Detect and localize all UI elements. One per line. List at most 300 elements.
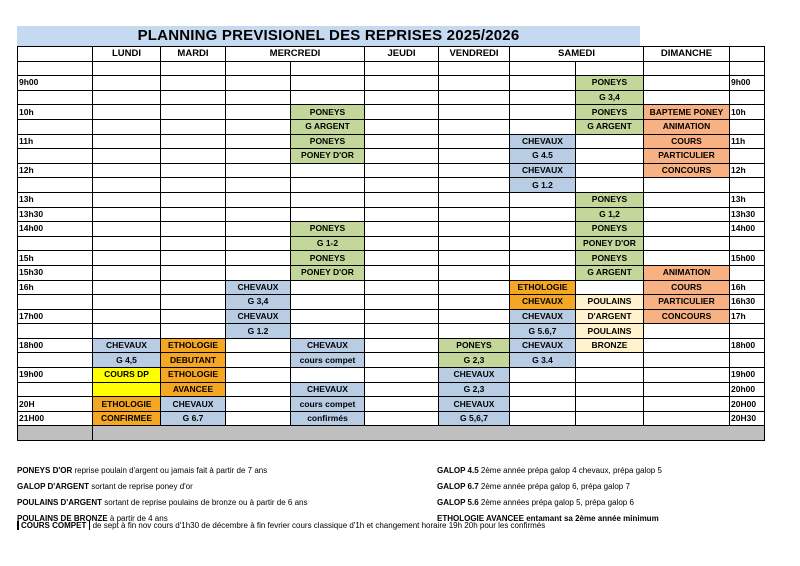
legend-term: GALOP 5.6 (437, 498, 479, 507)
schedule-cell: G 6.7 (161, 411, 226, 426)
schedule-cell: CHEVAUX (510, 338, 576, 353)
schedule-cell: AVANCEE (161, 382, 226, 397)
schedule-cell (226, 105, 291, 120)
schedule-cell (510, 265, 576, 280)
time-label (18, 149, 93, 164)
schedule-cell (93, 295, 161, 310)
schedule-cell (576, 178, 644, 193)
schedule-cell (161, 134, 226, 149)
table-row (18, 338, 765, 353)
schedule-cell (226, 368, 291, 383)
schedule-cell: POULAINS (576, 295, 644, 310)
schedule-cell: PONEYS (291, 251, 365, 266)
schedule-cell: ANIMATION (644, 265, 730, 280)
schedule-cell (644, 382, 730, 397)
schedule-cell: POULAINS (576, 324, 644, 339)
schedule-cell (439, 61, 510, 76)
schedule-cell (576, 353, 644, 368)
legend-term: GALOP D'ARGENT (17, 482, 89, 491)
schedule-cell (93, 178, 161, 193)
time-label-right: 18h00 (730, 338, 765, 353)
schedule-cell (439, 76, 510, 91)
footer-row (18, 426, 765, 441)
schedule-cell (226, 76, 291, 91)
schedule-cell: G 3.4 (510, 353, 576, 368)
schedule-cell (93, 61, 161, 76)
schedule-cell (644, 192, 730, 207)
schedule-cell (161, 178, 226, 193)
schedule-cell: CHEVAUX (510, 295, 576, 310)
schedule-cell (510, 192, 576, 207)
schedule-cell: CHEVAUX (161, 397, 226, 412)
cours-compet-note (17, 519, 545, 533)
schedule-cell (291, 207, 365, 222)
schedule-cell (161, 207, 226, 222)
schedule-cell (161, 265, 226, 280)
schedule-cell (226, 119, 291, 134)
time-label: 20H (18, 397, 93, 412)
time-label-right: 10h (730, 105, 765, 120)
table-row (18, 368, 765, 383)
schedule-cell (510, 397, 576, 412)
schedule-cell: G 2,3 (439, 382, 510, 397)
day-header: MARDI (161, 47, 226, 62)
schedule-cell: COURS (644, 280, 730, 295)
schedule-table (17, 46, 765, 441)
legend-desc: reprise poulain d'argent ou jamais fait à partir de 7 ans (72, 466, 268, 475)
day-header: LUNDI (93, 47, 161, 62)
day-header: SAMEDI (510, 47, 644, 62)
schedule-cell (161, 76, 226, 91)
schedule-cell: D'ARGENT (576, 309, 644, 324)
schedule-cell (365, 105, 439, 120)
schedule-cell (439, 105, 510, 120)
table-row (18, 382, 765, 397)
schedule-cell (644, 222, 730, 237)
schedule-cell: COURS DP (93, 368, 161, 383)
schedule-cell (365, 134, 439, 149)
time-label: 19h00 (18, 368, 93, 383)
schedule-cell: BRONZE (576, 338, 644, 353)
header-blank (730, 47, 765, 62)
legend-term: ETHOLOGIE AVANCEE entamant sa 2ème année minimum (437, 514, 659, 523)
legend-item (437, 463, 662, 479)
schedule-cell (93, 149, 161, 164)
schedule-cell (439, 178, 510, 193)
time-label-right: 19h00 (730, 368, 765, 383)
time-label: 17h00 (18, 309, 93, 324)
schedule-cell: G 3,4 (576, 90, 644, 105)
time-label-right (730, 236, 765, 251)
schedule-cell (576, 163, 644, 178)
cours-compet-desc: de sept à fin nov cours d'1h30 de décembre à fin fevrier cours classique d'1h et changement horaire 19h 20h pour les confirmés (92, 521, 546, 530)
schedule-cell: cours compet (291, 397, 365, 412)
legend-term: GALOP 4.5 (437, 466, 479, 475)
schedule-cell (161, 324, 226, 339)
legend-term: PONEYS D'OR (17, 466, 73, 475)
table-row (18, 134, 765, 149)
schedule-cell (226, 265, 291, 280)
schedule-cell (93, 119, 161, 134)
schedule-cell: ETHOLOGIE (161, 368, 226, 383)
legend-desc: sortant de reprise poney d'or (88, 482, 193, 491)
schedule-cell (226, 163, 291, 178)
schedule-cell (365, 119, 439, 134)
schedule-cell: CONCOURS (644, 163, 730, 178)
schedule-cell (365, 251, 439, 266)
table-row (18, 397, 765, 412)
schedule-cell: CHEVAUX (226, 309, 291, 324)
legend-desc: sortant de reprise poulains de bronze ou à partir de 6 ans (102, 498, 308, 507)
time-label-right (730, 324, 765, 339)
schedule-cell (576, 368, 644, 383)
time-label-right (730, 149, 765, 164)
day-header: VENDREDI (439, 47, 510, 62)
schedule-cell (291, 61, 365, 76)
table-row (18, 207, 765, 222)
schedule-cell (226, 236, 291, 251)
schedule-cell (226, 338, 291, 353)
time-label-right: 17h (730, 309, 765, 324)
time-label: 14h00 (18, 222, 93, 237)
time-label-right (730, 353, 765, 368)
time-label-right: 14h00 (730, 222, 765, 237)
schedule-cell (226, 61, 291, 76)
schedule-cell (644, 338, 730, 353)
schedule-cell: COURS (644, 134, 730, 149)
schedule-cell (226, 149, 291, 164)
legend-item (17, 479, 307, 495)
legend-desc: à partir de 4 ans (107, 514, 168, 523)
schedule-cell (161, 280, 226, 295)
schedule-cell (576, 61, 644, 76)
schedule-cell (226, 90, 291, 105)
schedule-cell: confirmés (291, 411, 365, 426)
schedule-cell (161, 236, 226, 251)
schedule-cell (93, 105, 161, 120)
schedule-cell (576, 280, 644, 295)
schedule-cell: PARTICULIER (644, 149, 730, 164)
schedule-cell (439, 207, 510, 222)
time-label: 13h (18, 192, 93, 207)
schedule-cell (291, 280, 365, 295)
schedule-cell (365, 76, 439, 91)
table-row (18, 265, 765, 280)
schedule-cell: G 2,3 (439, 353, 510, 368)
schedule-cell (576, 382, 644, 397)
schedule-cell (161, 309, 226, 324)
schedule-cell (365, 280, 439, 295)
table-row (18, 324, 765, 339)
legend-item (437, 495, 662, 511)
schedule-cell (439, 324, 510, 339)
schedule-cell: G 3,4 (226, 295, 291, 310)
time-label-right (730, 119, 765, 134)
schedule-cell (510, 105, 576, 120)
schedule-cell (93, 280, 161, 295)
schedule-cell: CHEVAUX (439, 368, 510, 383)
table-row (18, 280, 765, 295)
time-label (18, 236, 93, 251)
schedule-cell (161, 149, 226, 164)
schedule-cell (161, 119, 226, 134)
schedule-cell (365, 368, 439, 383)
time-label (18, 61, 93, 76)
schedule-cell: PONEYS (576, 76, 644, 91)
schedule-cell: ETHOLOGIE (510, 280, 576, 295)
schedule-cell: PARTICULIER (644, 295, 730, 310)
schedule-cell (365, 207, 439, 222)
time-label-right (730, 265, 765, 280)
time-label: 15h (18, 251, 93, 266)
time-label: 11h (18, 134, 93, 149)
time-label (18, 119, 93, 134)
schedule-cell: PONEYS (291, 105, 365, 120)
legend-item (437, 479, 662, 495)
time-label-right (730, 61, 765, 76)
legend-desc: 2ème années prépa galop 5, prépa galop 6 (478, 498, 634, 507)
schedule-cell: CONCOURS (644, 309, 730, 324)
schedule-cell: DEBUTANT (161, 353, 226, 368)
schedule-cell (510, 382, 576, 397)
schedule-cell (226, 353, 291, 368)
schedule-cell: PONEY D'OR (576, 236, 644, 251)
table-row (18, 61, 765, 76)
schedule-cell: PONEYS (576, 251, 644, 266)
time-label: 18h00 (18, 338, 93, 353)
day-header: JEUDI (365, 47, 439, 62)
schedule-cell (226, 251, 291, 266)
schedule-cell (439, 163, 510, 178)
schedule-cell (644, 90, 730, 105)
schedule-cell: PONEYS (576, 222, 644, 237)
schedule-cell (365, 324, 439, 339)
legend-left-column (17, 463, 307, 527)
legend-item (17, 495, 307, 511)
legend-item (17, 463, 307, 479)
table-row (18, 295, 765, 310)
schedule-cell (93, 382, 161, 397)
schedule-cell (161, 295, 226, 310)
schedule-cell (161, 90, 226, 105)
schedule-cell (365, 61, 439, 76)
schedule-cell (644, 178, 730, 193)
header-row (18, 47, 765, 62)
schedule-cell (644, 411, 730, 426)
time-label: 15h30 (18, 265, 93, 280)
schedule-cell (365, 236, 439, 251)
time-label-right: 13h (730, 192, 765, 207)
page-title: PLANNING PREVISIONEL DES REPRISES 2025/2026 (17, 26, 640, 46)
time-label (18, 324, 93, 339)
table-row (18, 149, 765, 164)
schedule-cell: PONEYS (291, 134, 365, 149)
schedule-cell: CONFIRMEE (93, 411, 161, 426)
schedule-cell (93, 90, 161, 105)
legend-term: GALOP 6.7 (437, 482, 479, 491)
table-row (18, 90, 765, 105)
schedule-cell: G 5,6,7 (439, 411, 510, 426)
schedule-cell (576, 411, 644, 426)
schedule-cell: PONEY D'OR (291, 265, 365, 280)
schedule-cell (510, 411, 576, 426)
table-row (18, 163, 765, 178)
time-label: 9h00 (18, 76, 93, 91)
schedule-cell (644, 397, 730, 412)
schedule-cell (161, 251, 226, 266)
legend-term: POULAINS D'ARGENT (17, 498, 103, 507)
schedule-cell (93, 309, 161, 324)
schedule-cell (93, 236, 161, 251)
schedule-cell: G 4.5 (510, 149, 576, 164)
time-label-right (730, 178, 765, 193)
schedule-cell (365, 309, 439, 324)
schedule-cell (644, 61, 730, 76)
schedule-cell: G 1-2 (291, 236, 365, 251)
time-label-right (730, 90, 765, 105)
schedule-cell (439, 251, 510, 266)
schedule-cell: BAPTEME PONEY (644, 105, 730, 120)
day-header: MERCREDI (226, 47, 365, 62)
schedule-cell (291, 324, 365, 339)
schedule-cell: ANIMATION (644, 119, 730, 134)
schedule-cell (93, 251, 161, 266)
schedule-cell (510, 119, 576, 134)
schedule-cell: PONEYS (576, 192, 644, 207)
schedule-cell: G 1,2 (576, 207, 644, 222)
legend-desc: 2ème année prépa galop 4 chevaux, prépa galop 5 (478, 466, 662, 475)
time-label: 13h30 (18, 207, 93, 222)
schedule-cell (365, 178, 439, 193)
schedule-cell (510, 90, 576, 105)
time-label: 12h (18, 163, 93, 178)
schedule-cell (510, 222, 576, 237)
schedule-cell (93, 324, 161, 339)
schedule-cell (291, 76, 365, 91)
time-label-right: 15h00 (730, 251, 765, 266)
schedule-cell (291, 309, 365, 324)
schedule-cell (439, 119, 510, 134)
schedule-cell: CHEVAUX (510, 134, 576, 149)
table-row (18, 119, 765, 134)
time-label-right: 20H00 (730, 397, 765, 412)
schedule-cell (161, 61, 226, 76)
time-label-right: 12h (730, 163, 765, 178)
schedule-cell: CHEVAUX (291, 338, 365, 353)
schedule-cell (510, 207, 576, 222)
schedule-cell: CHEVAUX (510, 163, 576, 178)
table-row (18, 236, 765, 251)
schedule-cell (439, 192, 510, 207)
schedule-cell (365, 353, 439, 368)
time-label: 10h (18, 105, 93, 120)
schedule-cell (644, 236, 730, 251)
schedule-cell (93, 265, 161, 280)
schedule-cell (365, 295, 439, 310)
schedule-cell (93, 192, 161, 207)
time-label (18, 178, 93, 193)
table-row (18, 353, 765, 368)
schedule-cell (510, 251, 576, 266)
schedule-cell (365, 411, 439, 426)
table-row (18, 222, 765, 237)
cours-compet-term: COURS COMPET (17, 521, 90, 530)
schedule-cell (161, 192, 226, 207)
schedule-cell (365, 192, 439, 207)
legend-term: POULAINS DE BRONZE (17, 514, 108, 523)
schedule-cell (93, 207, 161, 222)
schedule-cell: PONEYS (439, 338, 510, 353)
schedule-cell (291, 368, 365, 383)
time-label: 16h (18, 280, 93, 295)
schedule-cell (226, 382, 291, 397)
time-label-right: 16h30 (730, 295, 765, 310)
schedule-cell (291, 192, 365, 207)
schedule-cell: G 4,5 (93, 353, 161, 368)
schedule-cell (226, 207, 291, 222)
schedule-cell (644, 353, 730, 368)
schedule-cell (365, 397, 439, 412)
schedule-cell (93, 134, 161, 149)
time-label-right: 13h30 (730, 207, 765, 222)
schedule-cell (93, 76, 161, 91)
schedule-cell (93, 163, 161, 178)
table-row (18, 192, 765, 207)
schedule-cell (439, 90, 510, 105)
schedule-cell: CHEVAUX (93, 338, 161, 353)
schedule-cell: G 1.2 (510, 178, 576, 193)
schedule-cell: G 1.2 (226, 324, 291, 339)
schedule-cell (644, 76, 730, 91)
table-row (18, 411, 765, 426)
schedule-cell: PONEY D'OR (291, 149, 365, 164)
table-row (18, 251, 765, 266)
schedule-cell (576, 134, 644, 149)
time-label (18, 382, 93, 397)
time-label-right: 20h00 (730, 382, 765, 397)
schedule-cell (576, 149, 644, 164)
time-label (18, 90, 93, 105)
schedule-cell: G ARGENT (576, 119, 644, 134)
schedule-cell: CHEVAUX (291, 382, 365, 397)
schedule-cell (644, 251, 730, 266)
schedule-cell (365, 338, 439, 353)
schedule-cell: cours compet (291, 353, 365, 368)
header-blank (18, 47, 93, 62)
schedule-cell (644, 368, 730, 383)
schedule-cell (291, 178, 365, 193)
schedule-cell (291, 295, 365, 310)
time-label: 21H00 (18, 411, 93, 426)
schedule-cell (644, 324, 730, 339)
schedule-cell (226, 397, 291, 412)
schedule-cell (365, 90, 439, 105)
schedule-cell (226, 134, 291, 149)
schedule-cell (576, 397, 644, 412)
legend-desc: 2ème année prépa galop 6, prépa galop 7 (478, 482, 630, 491)
time-label-right: 16h (730, 280, 765, 295)
schedule-cell (510, 368, 576, 383)
time-label-right: 20H30 (730, 411, 765, 426)
time-label-right: 9h00 (730, 76, 765, 91)
legend-right-column (437, 463, 662, 527)
schedule-cell (439, 236, 510, 251)
schedule-cell (161, 222, 226, 237)
schedule-cell (365, 382, 439, 397)
schedule-cell (161, 163, 226, 178)
schedule-cell (226, 192, 291, 207)
table-row (18, 178, 765, 193)
